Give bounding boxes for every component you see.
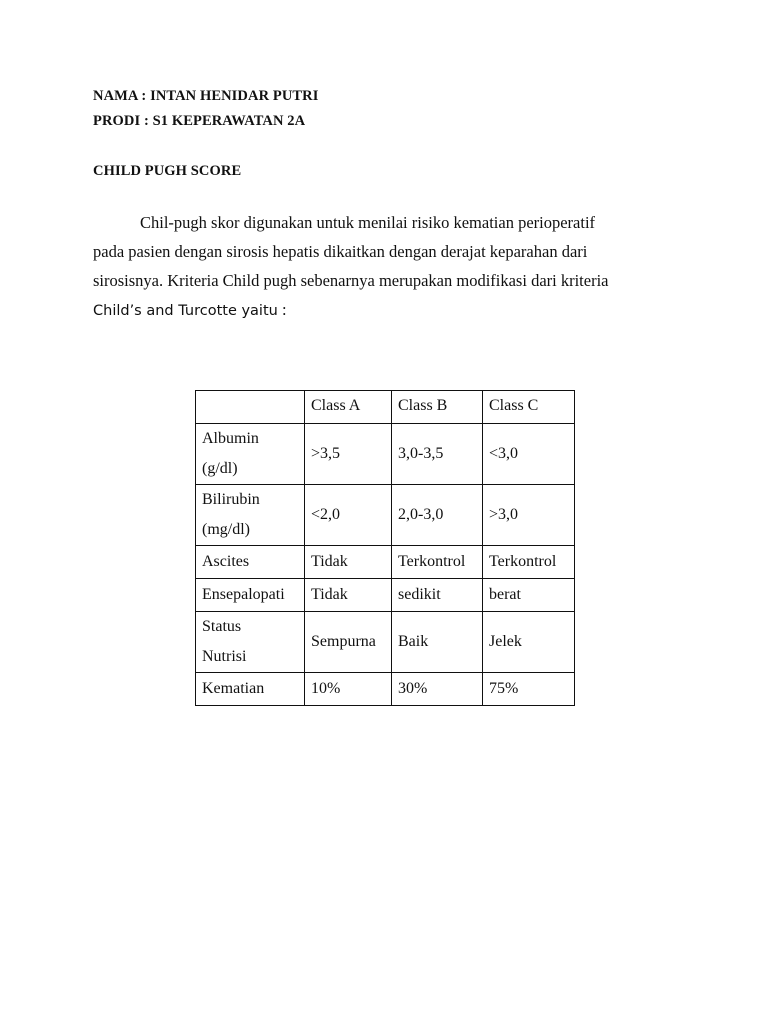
paragraph-line: Chil-pugh skor digunakan untuk menilai risiko kematian perioperatif — [140, 213, 596, 232]
row-label: Kematian — [196, 673, 305, 706]
row-label-line: Bilirubin — [202, 491, 260, 508]
paragraph-line: pada pasien dengan sirosis hepatis dikaitkan dengan derajat keparahan dari — [93, 242, 588, 261]
table-header-cell: Class A — [305, 391, 392, 424]
table-cell: berat — [483, 579, 575, 612]
table-cell: sedikit — [392, 579, 483, 612]
table-cell: <2,0 — [305, 485, 392, 546]
table-cell: Sempurna — [305, 612, 392, 673]
table-row — [196, 673, 575, 706]
table-cell: Tidak — [305, 579, 392, 612]
row-label-line: Albumin — [202, 430, 259, 447]
table-cell: Jelek — [483, 612, 575, 673]
child-pugh-table — [195, 390, 575, 706]
table-cell: Tidak — [305, 546, 392, 579]
table-cell: Baik — [392, 612, 483, 673]
paragraph-emphasis: Child’s and Turcotte yaitu — [93, 303, 278, 319]
table-cell: 3,0-3,5 — [392, 424, 483, 485]
table-cell: <3,0 — [483, 424, 575, 485]
table-cell: Terkontrol — [483, 546, 575, 579]
row-label: Ascites — [196, 546, 305, 579]
table-row — [196, 612, 575, 673]
document-title: CHILD PUGH SCORE — [93, 163, 242, 179]
student-name: NAMA : INTAN HENIDAR PUTRI — [93, 88, 319, 104]
study-program: PRODI : S1 KEPERAWATAN 2A — [93, 113, 306, 129]
intro-paragraph — [93, 208, 693, 326]
table-header-row — [196, 391, 575, 424]
table-row — [196, 485, 575, 546]
table-header-cell: Class C — [483, 391, 575, 424]
table-cell: >3,5 — [305, 424, 392, 485]
row-label-line: (g/dl) — [202, 460, 238, 477]
row-label-line: Status — [202, 618, 242, 635]
paragraph-line — [93, 295, 693, 326]
table-cell: 10% — [305, 673, 392, 706]
table-cell: 75% — [483, 673, 575, 706]
row-label: Ensepalopati — [196, 579, 305, 612]
row-label-line: Nutrisi — [202, 648, 247, 665]
paragraph-line: sirosisnya. Kriteria Child pugh sebenarnya merupakan modifikasi dari kriteria — [93, 271, 609, 290]
table-row — [196, 546, 575, 579]
table-cell: 2,0-3,0 — [392, 485, 483, 546]
row-label — [196, 612, 305, 673]
paragraph-colon: : — [277, 300, 287, 319]
table-cell: 30% — [392, 673, 483, 706]
row-label — [196, 485, 305, 546]
table-header-cell — [196, 391, 305, 424]
table-row — [196, 579, 575, 612]
table-row — [196, 424, 575, 485]
row-label-line: (mg/dl) — [202, 521, 250, 538]
table-cell: >3,0 — [483, 485, 575, 546]
table-cell: Terkontrol — [392, 546, 483, 579]
row-label — [196, 424, 305, 485]
table-header-cell: Class B — [392, 391, 483, 424]
